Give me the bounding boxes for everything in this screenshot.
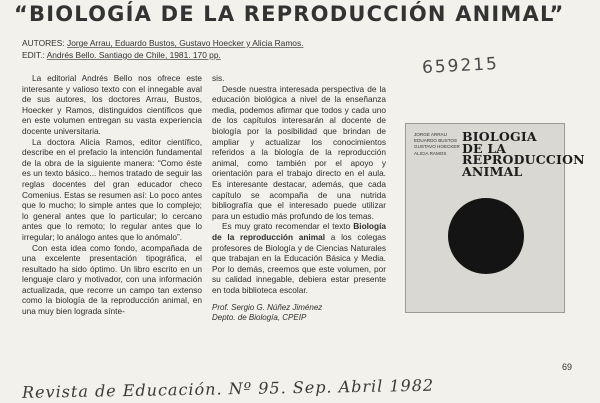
footer-handwritten-citation: Revista de Educación. Nº 95. Sep. Abril 1982 [21,375,435,402]
recommendation-text: Es muy grato recomendar el texto [222,221,354,232]
authors-label: AUTORES: [22,38,65,48]
book-cover-authors [414,132,462,157]
edition-line [22,50,221,60]
handwritten-number: 659215 [421,54,500,78]
paragraph-recommendation [212,221,386,295]
book-cover-title-line: DE LA [462,140,507,156]
signature-block [212,303,386,323]
paragraph: sis. [212,73,225,83]
book-cover-circle-image [448,198,524,274]
book-title-bold: Biología de la reproducción animal [212,221,386,242]
book-cover-author: GUSTAVO HOECKER [414,144,460,150]
book-cover-author: ALICIA RAMOS [414,150,447,156]
article-title: “BIOLOGÍA DE LA REPRODUCCIÓN ANIMAL” [14,2,565,26]
paragraph: La doctora Alicia Ramos, editor científico, describe en el prefacio la intención fundamental de la obra de la siguiente manera: “Como éste es un texto básico... hemos tratado de seguir las reglas docentes del gran educador checo Comenius. Estas se resumen así: Lo poco antes que lo mucho; lo simple antes que lo complejo; lo general antes que lo particular; lo cercano antes que lo remoto; lo regular antes que lo irregular; lo análogo antes que lo anómalo”. [22,136,202,242]
edition-label: EDIT.: [22,50,45,60]
book-cover-title-line: ANIMAL [462,163,523,179]
page-number: 69 [562,362,573,372]
paragraph: La editorial Andrés Bello nos ofrece este interesante y valioso texto con el innegable aval de sus autores, los doctores Arrau, Bustos, Hoecker y Ramos, distinguidos científicos que en este volumen entregan su vasta experiencia docente universitaria. [22,73,202,136]
authors-line [22,38,303,48]
edition-value: Andrés Bello. Santiago de Chile, 1981. 170 pp. [46,50,221,60]
book-cover [405,123,585,313]
paragraph: Con esta idea como fondo, acompañada de una excelente presentación tipográfica, el resultado ha sido óptimo. Un libro escrito en un lenguaje claro y motivador, con una información actualizada, que recorre un campo tan extenso como la biología de la reproducción animal, en una muy bien lograda sínte- [22,242,202,317]
text-column-1 [22,73,202,317]
signature-dept: Depto. de Biología, CPEIP [212,313,307,323]
book-cover-author: JORGE ARRAU [414,132,447,137]
book-cover-title-line: REPRODUCCION [462,152,585,167]
authors-value: Jorge Arrau, Eduardo Bustos, Gustavo Hoecker y Alicia Ramos. [67,38,304,48]
paragraph: Desde nuestra interesada perspectiva de la educación biológica a nivel de la enseñanza media, podemos afirmar que todos y cada uno de los capítulos interesarán al docente de biología por la posibilidad que brindan de ampliar y actualizar los conocimientos referidos a la biología de la reproducción animal, como también por el apoyo y orientación para el trabajo directo en el aula. Es interesante destacar, además, que cada capítulo se acompaña de una nutrida bibliografía que el interesado puede utilizar para un estudio más profundo de los temas. [212,83,386,221]
recommendation-text-end: a los colegas profesores de Biología y de Ciencias Naturales que trabajan en la Educación Básica y Media. Por lo demás, creemos que este volumen, por su calidad innegable, debiera estar presente en toda biblioteca escolar. [212,231,386,295]
book-cover-title-line: BIOLOGIA [462,129,537,144]
book-cover-title [462,129,585,179]
book-cover-author: EDUARDO BUSTOS [414,138,458,144]
signature-name: Prof. Sergio G. Núñez Jiménez [212,303,323,313]
text-column-2 [212,73,386,323]
